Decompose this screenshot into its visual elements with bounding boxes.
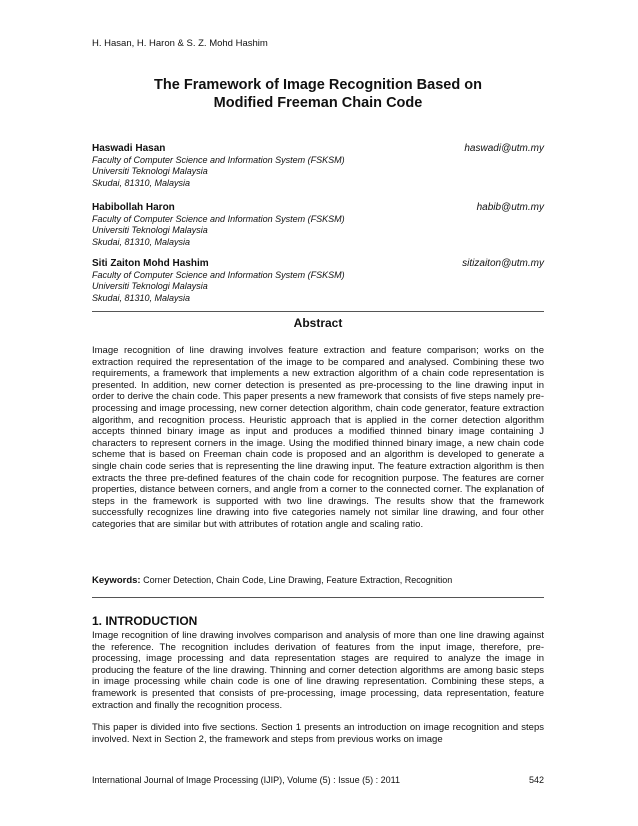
author-affiliation-line: Faculty of Computer Science and Information System (FSKSM) bbox=[92, 214, 345, 224]
author-block-3 bbox=[92, 257, 544, 304]
author-email[interactable]: habib@utm.my bbox=[476, 202, 544, 213]
author-affiliation-line: Skudai, 81310, Malaysia bbox=[92, 177, 191, 188]
title-line-1: The Framework of Image Recognition Based on bbox=[154, 77, 482, 93]
keywords-line bbox=[92, 575, 544, 586]
title-line-2: Modified Freeman Chain Code bbox=[213, 95, 423, 111]
page-footer bbox=[92, 775, 544, 785]
section-heading-introduction: 1. INTRODUCTION bbox=[92, 614, 198, 628]
running-head: H. Hasan, H. Haron & S. Z. Mohd Hashim bbox=[92, 38, 268, 49]
page-number: 542 bbox=[528, 775, 544, 785]
divider-top bbox=[92, 311, 544, 312]
abstract-heading: Abstract bbox=[293, 316, 343, 330]
author-affiliation-line: Faculty of Computer Science and Information System (FSKSM) bbox=[92, 155, 345, 165]
author-affiliation-line: Universiti Teknologi Malaysia bbox=[92, 225, 208, 236]
author-block-2 bbox=[92, 201, 544, 248]
author-affiliation-line: Universiti Teknologi Malaysia bbox=[92, 166, 208, 177]
footer-journal: International Journal of Image Processing (IJIP), Volume (5) : Issue (5) : 2011 bbox=[92, 775, 400, 785]
author-email[interactable]: haswadi@utm.my bbox=[464, 143, 544, 154]
author-affiliation-line: Universiti Teknologi Malaysia bbox=[92, 281, 208, 292]
author-name: Habibollah Haron bbox=[92, 202, 175, 213]
divider-bottom bbox=[92, 597, 544, 598]
author-affiliation-line: Skudai, 81310, Malaysia bbox=[92, 292, 191, 303]
intro-paragraph-2: This paper is divided into five sections. Section 1 presents an introduction on image recognition and steps involved. Next in Section 2, the framework and steps from previous works on image bbox=[92, 722, 544, 745]
author-name: Siti Zaiton Mohd Hashim bbox=[92, 258, 209, 269]
intro-paragraph-1: Image recognition of line drawing involves comparison and analysis of more than one line drawing against the reference. The recognition includes derivation of features from the input image, therefore, pre-processing, image processing and data representation stages are required to analyze the image in producing the feature of the line drawing. Thinning and corner detection algorithms are among basic steps in image processing while chain code is one of line drawing representation. Combining these steps, a framework is presented that consists of pre-processing, image processing, data representation, feature extraction and finally the recognition process. bbox=[92, 630, 544, 711]
author-affiliation-line: Faculty of Computer Science and Information System (FSKSM) bbox=[92, 270, 345, 280]
abstract-text: Image recognition of line drawing involves feature extraction and feature comparison; works on the extraction required the representation of the image to be compared and analysed. Combining these two requirements, a framework that implements a new extraction algorithm of a chain code representation is presented. In addition, new corner detection is presented as pre-processing to the line drawing input in order to derive the chain code. This paper presents a new framework that consists of five steps namely pre-processing and image processing, new corner detection algorithm, chain code generator, feature extraction algorithm, and recognition process. Heuristic approach that is applied in the corner detection algorithm accepts thinned binary image as input and produces a modified thinned binary image containing J characters to represent corners in the image. Using the modified thinned binary image, a new chain code scheme that is based on Freeman chain code is proposed and an algorithm is developed to generate a single chain code series that is representing the line drawing input. The feature extraction algorithm is then extracts the three pre-defined features of the chain code for recognition purpose. The features are corner properties, distance between corners, and angle from a corner to the connected corner. The explanation of steps in the framework is supported with two line drawings. The results show that the framework successfully recognizes line drawing into five categories namely not similar line drawing, and four other categories that are similar but with attributes of rotation angle and scaling ratio. bbox=[92, 345, 544, 530]
author-name: Haswadi Hasan bbox=[92, 143, 166, 154]
author-affiliation-line: Skudai, 81310, Malaysia bbox=[92, 236, 191, 247]
author-email[interactable]: sitizaiton@utm.my bbox=[462, 258, 544, 269]
keywords-text: Corner Detection, Chain Code, Line Drawing, Feature Extraction, Recognition bbox=[143, 575, 453, 585]
paper-title bbox=[92, 76, 544, 112]
author-block-1 bbox=[92, 142, 544, 189]
keywords-label: Keywords: bbox=[92, 575, 141, 586]
